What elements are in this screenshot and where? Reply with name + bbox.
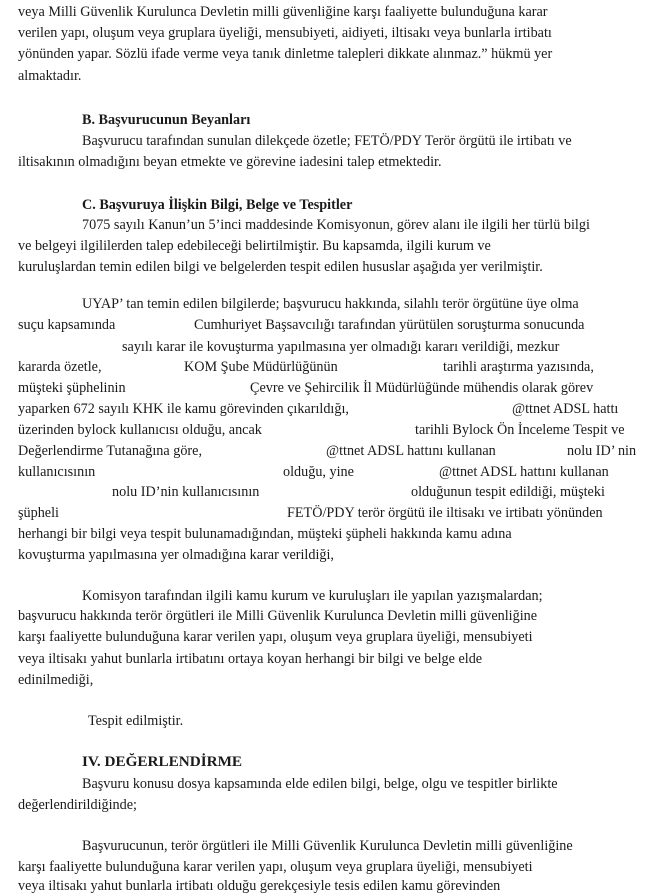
intro-line	[0, 2, 660, 22]
text-run: üzerinden bylock kullanıcısı olduğu, ancak	[18, 422, 262, 438]
paragraph-line	[0, 357, 660, 377]
text-run: ve belgeyi ilgililerden talep edebileceği belirtilmiştir. Bu kapsamda, ilgili kurum ve	[18, 238, 491, 254]
text-run: 7075 sayılı Kanun’un 5’inci maddesinde Komisyonun, görev alanı ile ilgili her türlü bilgi	[82, 217, 590, 233]
text-run: @ttnet ADSL hattı	[512, 401, 619, 417]
paragraph-line	[0, 420, 660, 440]
text-run: nolu ID’nin kullanıcısının	[112, 484, 260, 500]
paragraph-line	[0, 524, 660, 544]
text-run: almaktadır.	[18, 68, 82, 84]
paragraph-line	[0, 606, 660, 626]
text-run: Başvurucu tarafından sunulan dilekçede özetle; FETÖ/PDY Terör örgütü ile irtibatı ve	[82, 133, 572, 149]
text-run: @ttnet ADSL hattını kullanan	[439, 464, 609, 480]
text-run: Başvurucunun, terör örgütleri ile Milli Güvenlik Kurulunca Devletin milli güvenliğine	[82, 838, 573, 854]
section-heading	[0, 110, 660, 130]
paragraph-line	[0, 586, 660, 606]
text-run: iltisakının olmadığını beyan etmekte ve görevine iadesini talep etmektedir.	[18, 154, 442, 170]
text-run: yaparken 672 sayılı KHK ile kamu görevinden çıkarıldığı,	[18, 401, 349, 417]
text-run: suçu kapsamında	[18, 317, 116, 333]
paragraph-line	[0, 399, 660, 419]
paragraph-line	[0, 857, 660, 877]
text-run: Değerlendirme Tutanağına göre,	[18, 443, 202, 459]
paragraph-line	[0, 836, 660, 856]
text-run: verilen yapı, oluşum veya gruplara üyeliği, mensubiyeti, aidiyeti, iltisakı veya bunlarla irtibatı	[18, 25, 552, 41]
section-heading	[0, 752, 660, 772]
paragraph-line	[0, 774, 660, 794]
paragraph-line	[0, 337, 660, 357]
paragraph-line	[0, 315, 660, 335]
section-heading	[0, 195, 660, 215]
text-run: yönünden yapar. Sözlü ifade verme veya tanık dinletme talepleri dikkate alınmaz.” hükmü yer	[18, 46, 553, 62]
text-run: olduğunun tespit edildiği, müşteki	[411, 484, 605, 500]
text-run: veya iltisakı yahut bunlarla irtibatı olduğu gerekçesiyle tesis edilen kamu görevinden	[18, 878, 501, 894]
intro-line	[0, 23, 660, 43]
text-run: veya Milli Güvenlik Kurulunca Devletin milli güvenliğine karşı faaliyette bulunduğuna karar	[18, 4, 548, 20]
paragraph-line	[0, 131, 660, 151]
text-run: Komisyon tarafından ilgili kamu kurum ve kuruluşları ile yapılan yazışmalardan;	[82, 588, 543, 604]
text-run: tarihli Bylock Ön İnceleme Tespit ve	[415, 422, 625, 438]
paragraph-line	[0, 462, 660, 482]
text-run: başvurucu hakkında terör örgütleri ile Milli Güvenlik Kurulunca Devletin milli güvenliğine	[18, 608, 538, 624]
paragraph-line	[0, 711, 660, 731]
text-run: kuruluşlardan temin edilen bilgi ve belgelerden tespit edilen hususlar aşağıda yer verilmiştir.	[18, 259, 543, 275]
intro-line	[0, 66, 660, 86]
paragraph-line	[0, 545, 660, 565]
text-run: sayılı karar ile kovuşturma yapılmasına yer olmadığı kararı verildiği, mezkur	[122, 339, 560, 355]
text-run: kararda özetle,	[18, 359, 102, 375]
text-run: karşı faaliyette bulunduğuna karar verilen yapı, oluşum veya gruplara üyeliği, mensubiyeti	[18, 859, 533, 875]
paragraph-line	[0, 482, 660, 502]
paragraph-line	[0, 503, 660, 523]
text-run: olduğu, yine	[283, 464, 354, 480]
text-run: herhangi bir bilgi veya tespit bulunamadığından, müşteki şüpheli hakkında kamu adına	[18, 526, 512, 542]
heading-text: IV. DEĞERLENDİRME	[82, 753, 243, 770]
text-run: FETÖ/PDY terör örgütü ile iltisakı ve irtibatı yönünden	[287, 505, 603, 521]
paragraph-line	[0, 649, 660, 669]
paragraph-line	[0, 627, 660, 647]
text-run: nolu ID’ nin	[567, 443, 637, 459]
text-run: kovuşturma yapılmasına yer olmadığına karar verildiği,	[18, 547, 334, 563]
text-run: karşı faaliyette bulunduğuna karar verilen yapı, oluşum veya gruplara üyeliği, mensubiyeti	[18, 629, 533, 645]
paragraph-line	[0, 670, 660, 690]
text-run: Başvuru konusu dosya kapsamında elde edilen bilgi, belge, olgu ve tespitler birlikte	[82, 776, 558, 792]
text-run: veya iltisakı yahut bunlarla irtibatını ortaya koyan herhangi bir bilgi ve belge elde	[18, 651, 483, 667]
paragraph-line	[0, 257, 660, 277]
heading-text: C. Başvuruya İlişkin Bilgi, Belge ve Tespitler	[82, 197, 353, 213]
text-run: müşteki şüphelinin	[18, 380, 126, 396]
text-run: KOM Şube Müdürlüğünün	[184, 359, 338, 375]
text-run: edinilmediği,	[18, 672, 94, 688]
paragraph-line	[0, 876, 660, 896]
text-run: UYAP’ tan temin edilen bilgilerde; başvurucu hakkında, silahlı terör örgütüne üye olma	[82, 296, 579, 312]
paragraph-line	[0, 236, 660, 256]
text-run: Cumhuriyet Başsavcılığı tarafından yürütülen soruşturma sonucunda	[194, 317, 585, 333]
paragraph-line	[0, 215, 660, 235]
paragraph-line	[0, 294, 660, 314]
paragraph-line	[0, 441, 660, 461]
paragraph-line	[0, 378, 660, 398]
text-run: @ttnet ADSL hattını kullanan	[326, 443, 496, 459]
text-run: kullanıcısının	[18, 464, 96, 480]
paragraph-line	[0, 795, 660, 815]
text-run: şüpheli	[18, 505, 59, 521]
heading-text: B. Başvurucunun Beyanları	[82, 112, 251, 128]
text-run: tarihli araştırma yazısında,	[443, 359, 594, 375]
intro-line	[0, 44, 660, 64]
text-run: Tespit edilmiştir.	[88, 713, 184, 729]
paragraph-line	[0, 152, 660, 172]
text-run: Çevre ve Şehircilik İl Müdürlüğünde mühendis olarak görev	[250, 380, 594, 396]
text-run: değerlendirildiğinde;	[18, 797, 137, 813]
